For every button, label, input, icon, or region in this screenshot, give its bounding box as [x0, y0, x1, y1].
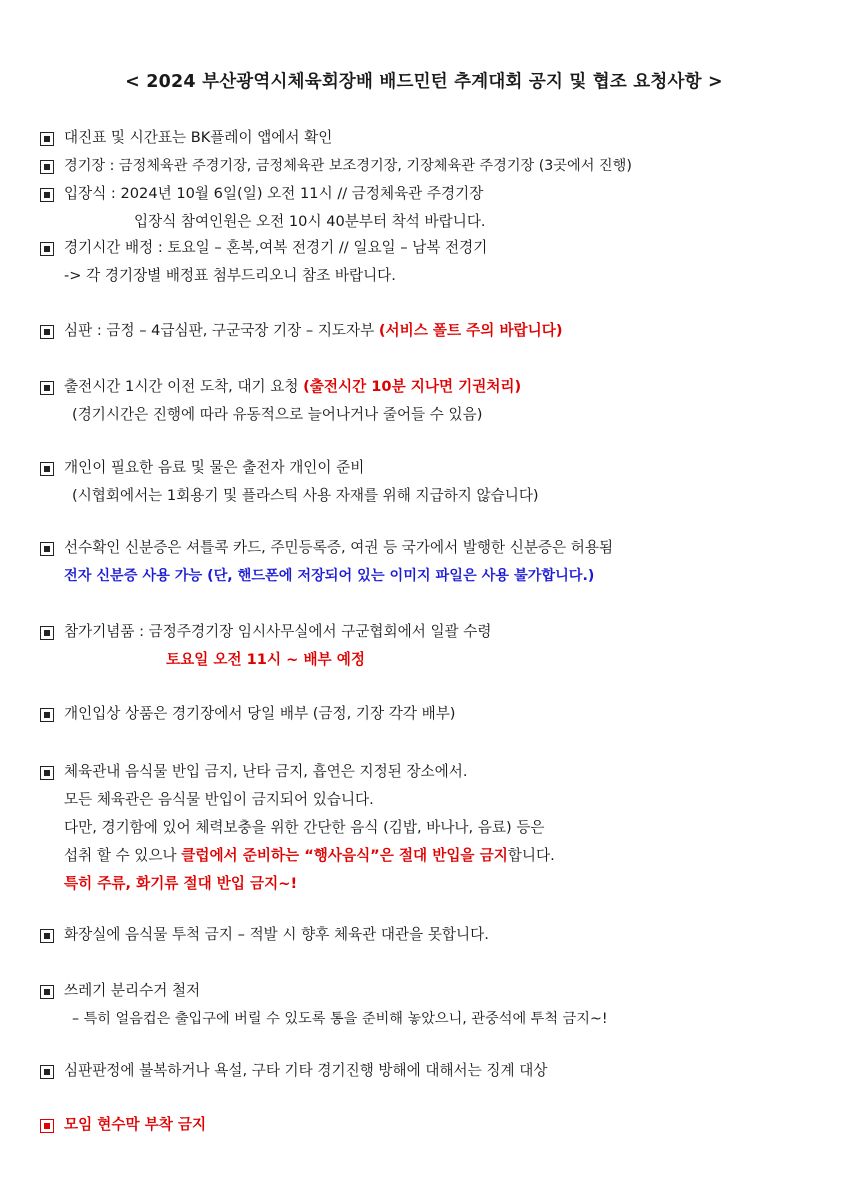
checkbox-bullet-icon	[40, 929, 54, 943]
notice-title: < 2024 부산광역시체육회장배 배드민턴 추계대회 공지 및 협조 요청사항 >	[125, 72, 723, 92]
notice-item-schedule-detail: -> 각 경기장별 배정표 첨부드리오니 참조 바랍니다.	[64, 267, 396, 284]
notice-item-arrival-detail: (경기시간은 진행에 따라 유동적으로 늘어나거나 줄어들 수 있음)	[72, 406, 483, 423]
notice-item-banner: 모임 현수막 부착 금지	[64, 1116, 207, 1133]
referee-text: 심판 : 금정 – 4급심판, 구군국장 기장 – 지도자부	[64, 322, 379, 339]
checkbox-bullet-icon	[40, 242, 54, 256]
notice-item-opening-detail: 입장식 참여인원은 오전 10시 40분부터 착석 바랍니다.	[134, 213, 486, 230]
notice-item-food-detail-3	[64, 846, 555, 866]
notice-item-prizes: 개인입상 상품은 경기장에서 당일 배부 (금정, 기장 각각 배부)	[64, 705, 456, 722]
notice-item-souvenir-time: 토요일 오전 11시 ~ 배부 예정	[166, 651, 365, 668]
checkbox-bullet-icon	[40, 985, 54, 999]
referee-warning: (서비스 폴트 주의 바랍니다)	[378, 322, 563, 339]
food-text-end: 합니다.	[507, 847, 555, 864]
notice-item-arrival	[64, 377, 521, 397]
notice-item-venues: 경기장 : 금정체육관 주경기장, 금정체육관 보조경기장, 기장체육관 주경기장 (3곳에서 진행)	[64, 158, 632, 174]
food-warning: 클럽에서 준비하는 “행사음식”은 절대 반입을 금지	[181, 847, 508, 864]
checkbox-bullet-icon	[40, 381, 54, 395]
notice-item-food-detail-2: 다만, 경기함에 있어 체력보충을 위한 간단한 음식 (김밥, 바나나, 음료) 등은	[64, 819, 545, 836]
notice-item-referee	[64, 321, 563, 341]
notice-item-food-detail-1: 모든 체육관은 음식물 반입이 금지되어 있습니다.	[64, 791, 374, 808]
checkbox-bullet-icon	[40, 708, 54, 722]
checkbox-bullet-icon	[40, 626, 54, 640]
checkbox-bullet-icon	[40, 188, 54, 202]
notice-item-id-detail: 전자 신분증 사용 가능 (단, 핸드폰에 저장되어 있는 이미지 파일은 사용 불가합니다.)	[64, 568, 595, 584]
checkbox-bullet-icon	[40, 542, 54, 556]
notice-item-opening: 입장식 : 2024년 10월 6일(일) 오전 11시 // 금정체육관 주경기장	[64, 185, 484, 202]
notice-item-souvenir: 참가기념품 : 금정주경기장 임시사무실에서 구군협회에서 일괄 수령	[64, 623, 492, 640]
notice-item-trash: 쓰레기 분리수거 철저	[64, 982, 201, 999]
notice-item-trash-detail: – 특히 얼음컵은 출입구에 버릴 수 있도록 통을 준비해 놓았으니, 관중석에 투척 금지~!	[72, 1011, 608, 1027]
checkbox-bullet-icon	[40, 160, 54, 174]
notice-item-restroom: 화장실에 음식물 투척 금지 – 적발 시 향후 체육관 대관을 못합니다.	[64, 926, 489, 943]
checkbox-bullet-icon	[40, 462, 54, 476]
checkbox-bullet-icon	[40, 325, 54, 339]
checkbox-bullet-icon	[40, 132, 54, 146]
arrival-warning: (출전시간 10분 지나면 기권처리)	[303, 378, 522, 395]
checkbox-bullet-icon	[40, 766, 54, 780]
notice-item-app: 대진표 및 시간표는 BK플레이 앱에서 확인	[64, 129, 333, 146]
checkbox-bullet-icon	[40, 1119, 54, 1133]
food-text: 섭취 할 수 있으나	[64, 847, 182, 864]
notice-item-drinks: 개인이 필요한 음료 및 물은 출전자 개인이 준비	[64, 459, 365, 476]
notice-item-id: 선수확인 신분증은 셔틀콕 카드, 주민등록증, 여권 등 국가에서 발행한 신분증은 허용됨	[64, 539, 614, 556]
notice-item-discipline: 심판판정에 불복하거나 욕설, 구타 기타 경기진행 방해에 대해서는 징계 대상	[64, 1062, 548, 1079]
notice-item-food: 체육관내 음식물 반입 금지, 난타 금지, 흡연은 지정된 장소에서.	[64, 763, 468, 780]
arrival-text: 출전시간 1시간 이전 도착, 대기 요청	[64, 378, 304, 395]
checkbox-bullet-icon	[40, 1065, 54, 1079]
notice-item-schedule: 경기시간 배정 : 토요일 – 혼복,여복 전경기 // 일요일 – 남복 전경기	[64, 239, 488, 256]
notice-item-food-warning: 특히 주류, 화기류 절대 반입 금지~!	[64, 875, 298, 892]
notice-item-drinks-detail: (시협회에서는 1회용기 및 플라스틱 사용 자재를 위해 지급하지 않습니다)	[72, 487, 539, 504]
